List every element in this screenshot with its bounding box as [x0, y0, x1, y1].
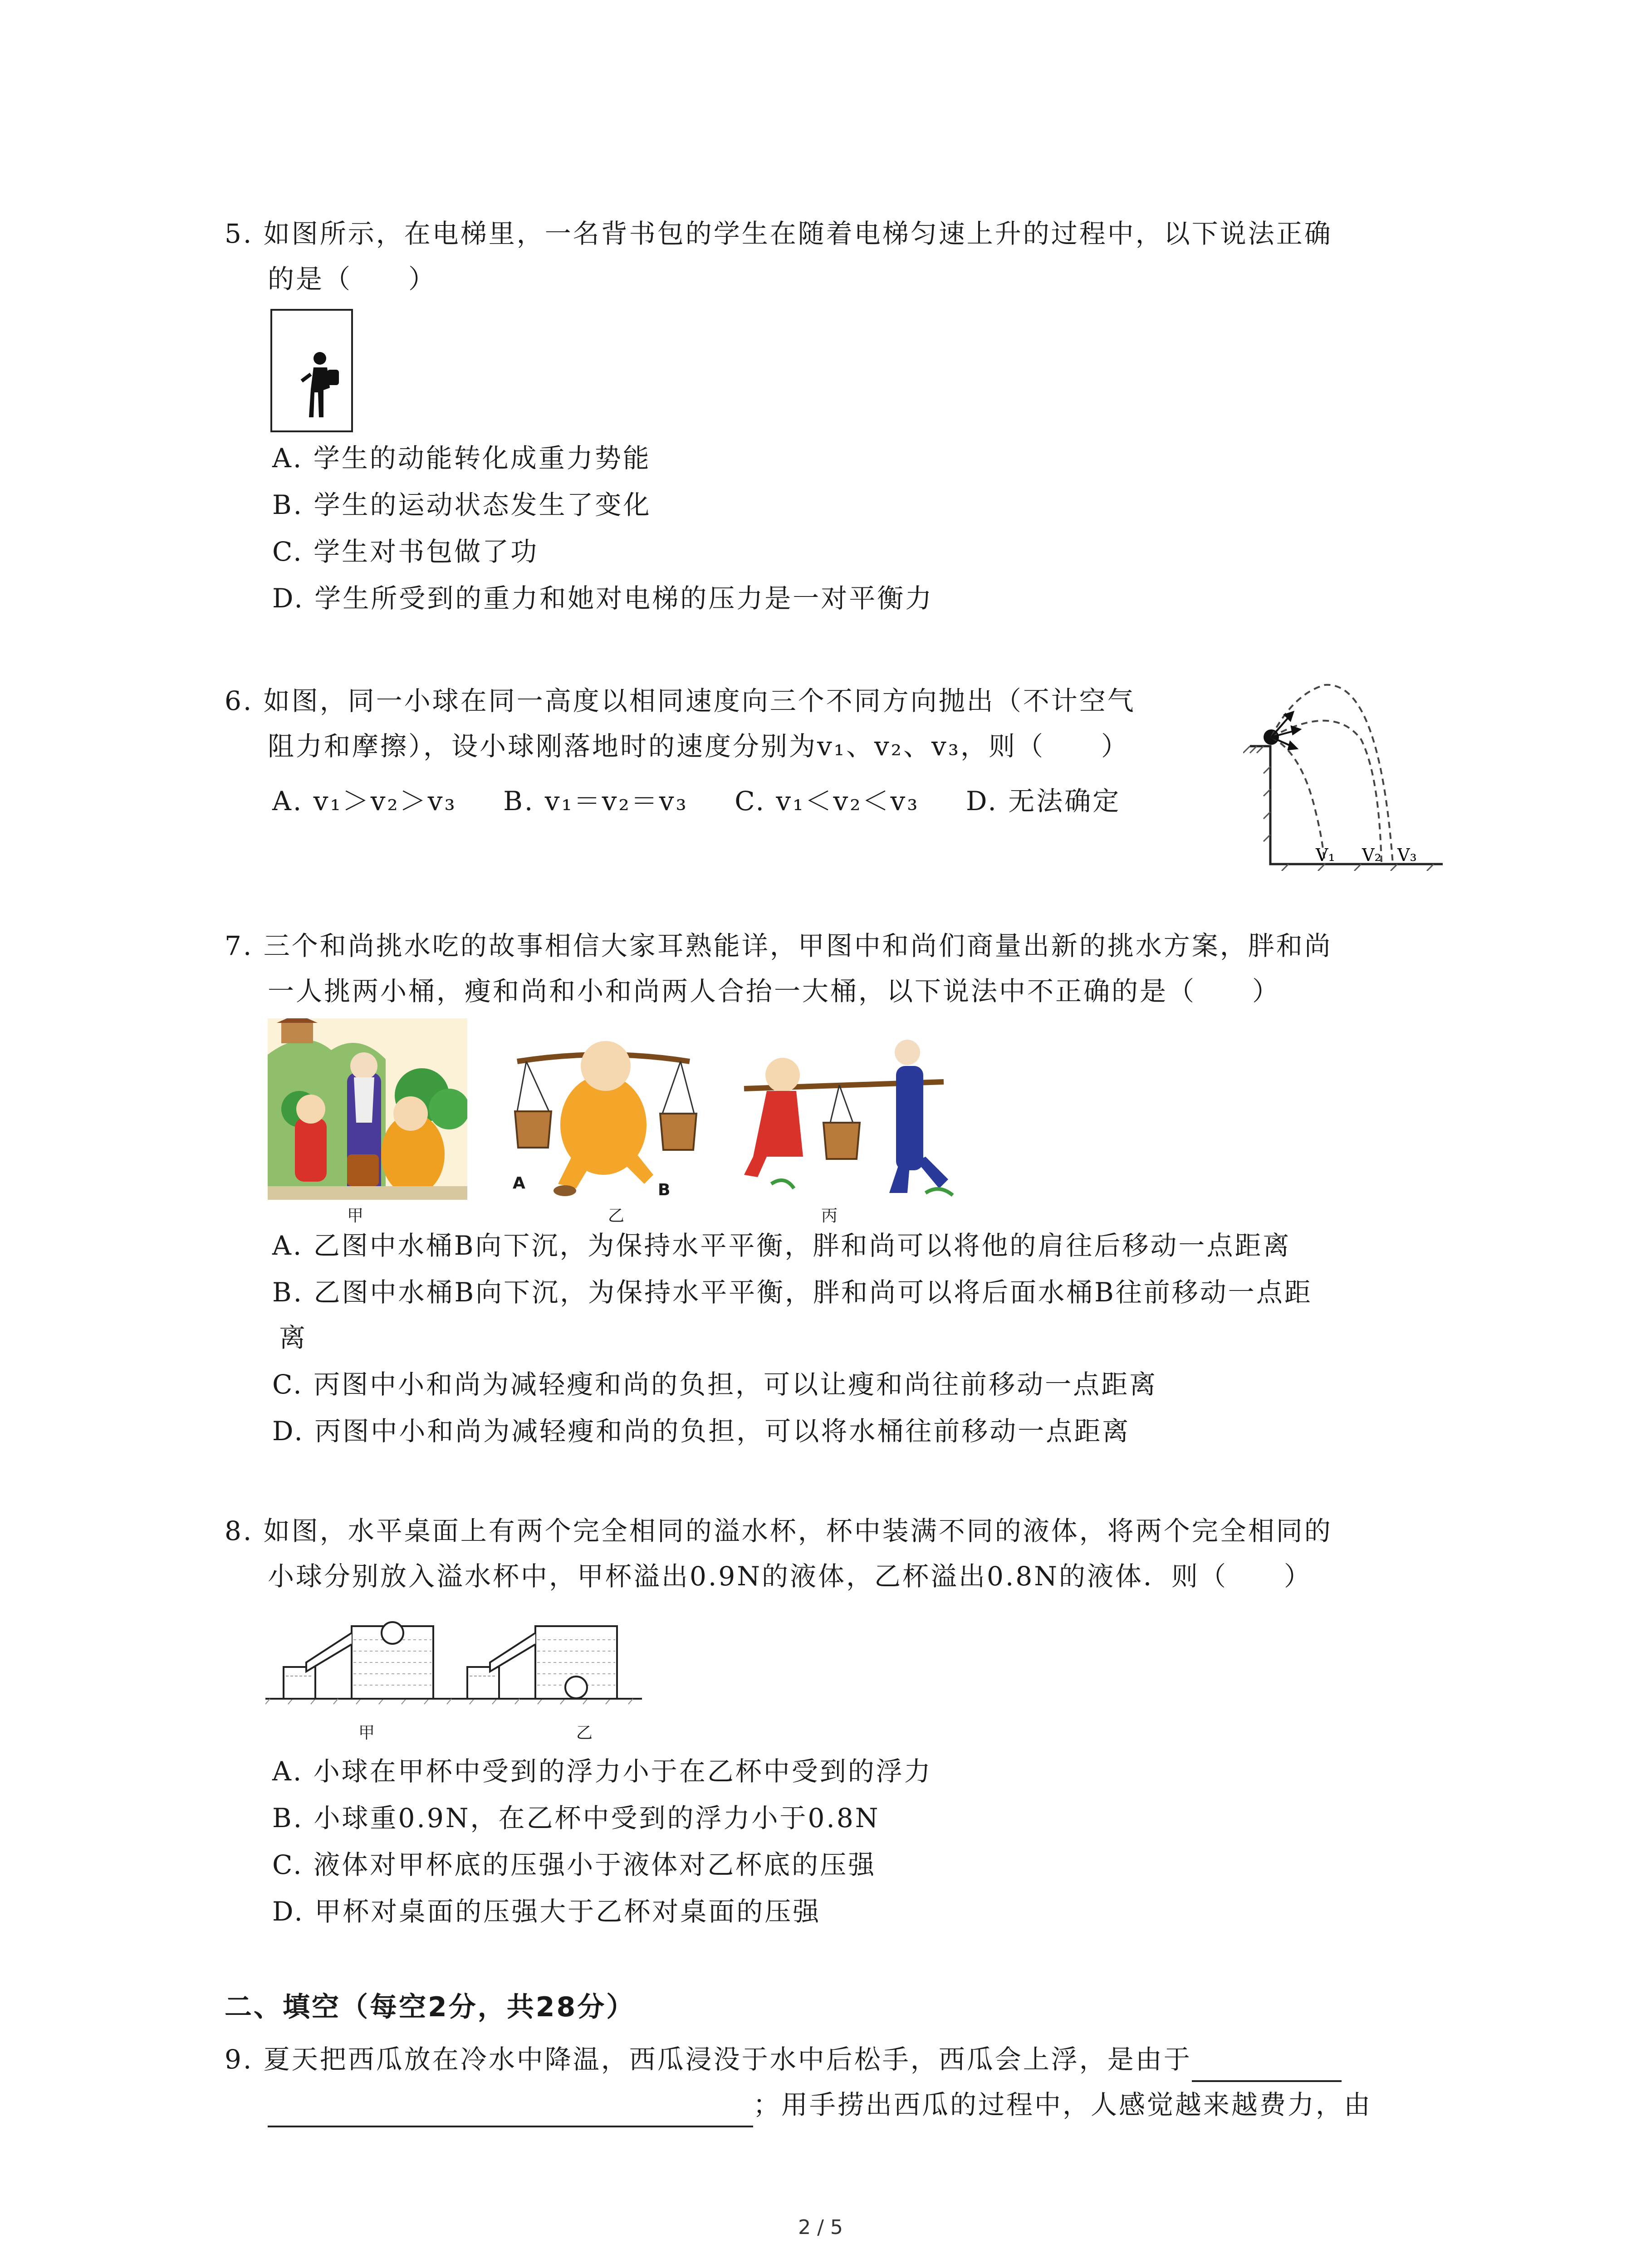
- v2-label: V₂: [1362, 845, 1381, 865]
- q8-line-1: 8. 如图，水平桌面上有两个完全相同的溢水杯，杯中装满不同的液体，将两个完全相同的: [225, 1515, 1332, 1546]
- q9-blank-2[interactable]: [268, 2098, 753, 2127]
- q5-option-c[interactable]: C. 学生对书包做了功: [272, 536, 539, 567]
- q5-line-2: 的是（ ）: [268, 264, 437, 294]
- q7-option-d[interactable]: D. 丙图中小和尚为减轻瘦和尚的负担，可以将水桶往前移动一点距离: [272, 1416, 1131, 1447]
- projectile-figure: [1243, 676, 1452, 871]
- bucket-b-label: B: [658, 1181, 671, 1199]
- monks-figure-bing: [726, 1039, 962, 1202]
- q8-option-b[interactable]: B. 小球重0.9N，在乙杯中受到的浮力小于0.8N: [272, 1803, 880, 1833]
- cup-jia-caption: 甲: [358, 1724, 375, 1742]
- q8-line-2: 小球分别放入溢水杯中，甲杯溢出0.9N的液体，乙杯溢出0.8N的液体．则（ ）: [268, 1561, 1312, 1592]
- question-9: [225, 2037, 1422, 2127]
- q7-line-2: 一人挑两小桶，瘦和尚和小和尚两人合抬一大桶，以下说法中不正确的是（ ）: [268, 976, 1281, 1007]
- q5-option-a[interactable]: A. 学生的动能转化成重力势能: [272, 443, 651, 474]
- q6-option-d[interactable]: D. 无法确定: [965, 786, 1121, 816]
- overflow-cups-figure: [265, 1608, 642, 1717]
- q7-option-b-cont: 离: [279, 1322, 308, 1353]
- section-2-title: 二、填空（每空2分，共28分）: [225, 1991, 636, 2023]
- cup-yi-caption: 乙: [576, 1724, 593, 1742]
- q5-option-d[interactable]: D. 学生所受到的重力和她对电梯的压力是一对平衡力: [272, 583, 934, 614]
- q6-line-1: 6. 如图，同一小球在同一高度以相同速度向三个不同方向抛出（不计空气: [225, 685, 1136, 716]
- bucket-a-label: A: [513, 1174, 525, 1193]
- q8-option-d[interactable]: D. 甲杯对桌面的压强大于乙杯对桌面的压强: [272, 1896, 821, 1927]
- question-8: [225, 1508, 1450, 1599]
- q6-options: [272, 778, 1157, 824]
- q9-line-2: ；用手捞出西瓜的过程中，人感觉越来越费力，由: [753, 2089, 1372, 2120]
- q7-line-1: 7. 三个和尚挑水吃的故事相信大家耳熟能详，甲图中和尚们商量出新的挑水方案，胖和尚: [225, 930, 1332, 961]
- monks-figure-yi: [508, 1034, 699, 1202]
- yi-caption: 乙: [608, 1207, 625, 1225]
- q6-line-2: 阻力和摩擦），设小球刚落地时的速度分别为v₁、v₂、v₃，则（ ）: [268, 731, 1130, 762]
- q8-option-c[interactable]: C. 液体对甲杯底的压强小于液体对乙杯底的压强: [272, 1849, 877, 1880]
- v1-label: V₁: [1316, 845, 1335, 865]
- q7-option-c[interactable]: C. 丙图中小和尚为减轻瘦和尚的负担，可以让瘦和尚往前移动一点距离: [272, 1369, 1158, 1400]
- bing-caption: 丙: [821, 1207, 838, 1225]
- elevator-student-figure: [270, 308, 354, 433]
- q6-option-a[interactable]: A. v₁＞v₂＞v₃: [272, 786, 457, 816]
- question-7: [225, 923, 1450, 1014]
- q9-line-1: 9. 夏天把西瓜放在冷水中降温，西瓜浸没于水中后松手，西瓜会上浮，是由于: [225, 2044, 1192, 2075]
- jia-caption: 甲: [347, 1207, 364, 1225]
- q6-option-c[interactable]: C. v₁＜v₂＜v₃: [735, 786, 920, 816]
- q5-option-b[interactable]: B. 学生的运动状态发生了变化: [272, 489, 652, 520]
- q8-option-a[interactable]: A. 小球在甲杯中受到的浮力小于在乙杯中受到的浮力: [272, 1756, 932, 1787]
- q7-option-a[interactable]: A. 乙图中水桶B向下沉，为保持水平平衡，胖和尚可以将他的肩往后移动一点距离: [272, 1230, 1291, 1261]
- v3-label: V₃: [1397, 845, 1417, 865]
- monks-figure-jia: [268, 1018, 467, 1200]
- q9-blank-1[interactable]: [1192, 2053, 1342, 2082]
- q5-line-1: 5. 如图所示，在电梯里，一名背书包的学生在随着电梯匀速上升的过程中，以下说法正确: [225, 218, 1332, 249]
- question-5: [225, 211, 1450, 302]
- q6-option-b[interactable]: B. v₁＝v₂＝v₃: [503, 786, 688, 816]
- q7-option-b[interactable]: B. 乙图中水桶B向下沉，为保持水平平衡，胖和尚可以将后面水桶B往前移动一点距: [272, 1277, 1313, 1308]
- page-number: 2 / 5: [798, 2216, 843, 2239]
